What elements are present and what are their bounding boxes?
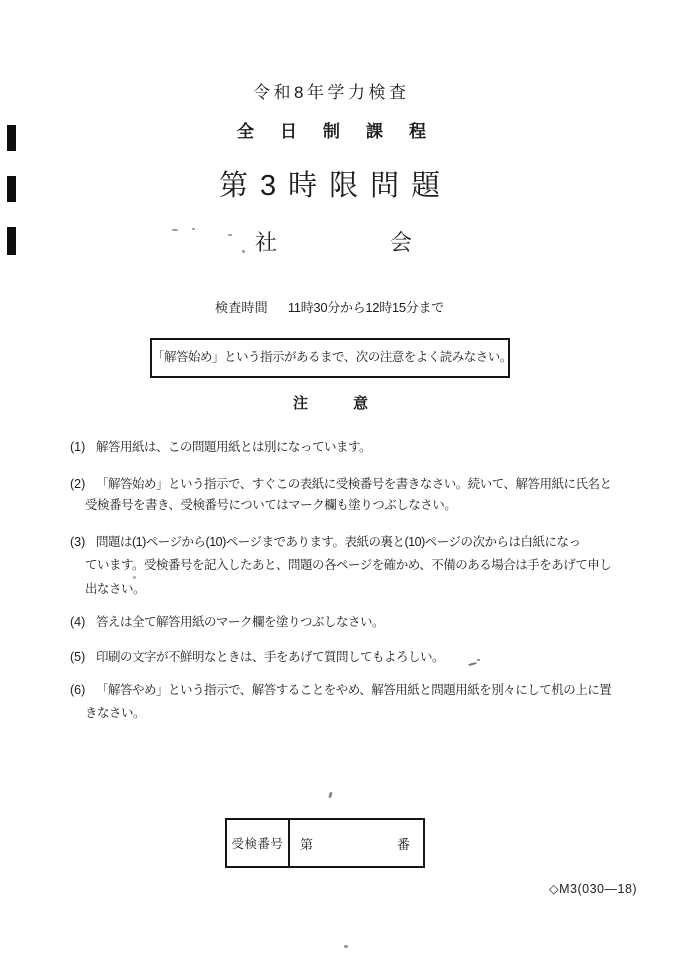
note-text: 解答用紙は、この問題用紙とは別になっています。 (96, 440, 372, 454)
examinee-number-prefix: 第 (300, 836, 314, 852)
note-text: 出なさい。 (85, 582, 146, 596)
scan-artifact (192, 228, 195, 230)
scan-artifact (477, 659, 480, 661)
scan-artifact (344, 945, 348, 948)
period-title: 第3時限問題 (219, 170, 453, 202)
exam-time-label: 検査時間 (215, 300, 268, 315)
exam-time-line (215, 301, 444, 314)
note-item-5 (70, 650, 444, 665)
form-code: ◇M3(030—18) (549, 882, 638, 896)
note-item-4 (70, 615, 384, 630)
note-item-6 (70, 683, 611, 698)
exam-year-title: 令和8年学力検査 (253, 83, 410, 102)
scan-artifact (328, 792, 333, 799)
note-item-6-continuation (85, 706, 145, 721)
binding-mark (7, 176, 16, 202)
examinee-number-suffix: 番 (396, 836, 410, 852)
note-text: ています。受検番号を記入したあと、問題の各ページを確かめ、不備のある場合は手をあげて申し (85, 558, 612, 572)
note-text: 答えは全て解答用紙のマーク欄を塗りつぶしなさい。 (96, 615, 385, 629)
note-number: (2) (70, 477, 86, 491)
examinee-number-field (290, 820, 423, 866)
note-number: (5) (70, 650, 86, 664)
scan-artifact (228, 234, 232, 236)
note-text: 受検番号を書き、受検番号についてはマーク欄も塗りつぶしなさい。 (85, 498, 457, 512)
exam-time-value: 11時30分から12時15分まで (287, 300, 444, 315)
scan-artifact (242, 250, 245, 253)
note-number: (4) (70, 615, 86, 629)
note-text: 「解答やめ」という指示で、解答することをやめ、解答用紙と問題用紙を別々にして机の上に置 (96, 683, 612, 697)
note-item-2 (70, 477, 612, 492)
note-number: (1) (70, 440, 86, 454)
examinee-number-box (225, 818, 425, 868)
instruction-box (150, 338, 510, 378)
notes-heading: 注意 (293, 395, 414, 412)
note-text: 問題は(1)ページから(10)ページまであります。表紙の裏と(10)ページの次からは白紙になっ (96, 535, 581, 549)
scan-artifact (172, 229, 178, 231)
note-item-1 (70, 440, 371, 455)
note-item-3-continuation (85, 582, 145, 597)
scan-artifact (468, 662, 477, 666)
note-text: 「解答始め」という指示で、すぐこの表紙に受検番号を書きなさい。続いて、解答用紙に氏名と (96, 477, 612, 491)
instruction-box-text: 「解答始め」という指示があるまで、次の注意をよく読みなさい。 (152, 350, 512, 364)
note-number: (3) (70, 535, 86, 549)
course-title: 全日制課程 (237, 122, 452, 141)
subject-title: 社会 (255, 230, 526, 255)
examinee-number-label: 受検番号 (227, 820, 290, 866)
binding-mark (7, 227, 16, 255)
note-number: (6) (70, 683, 86, 697)
note-item-3 (70, 535, 581, 550)
note-text: きなさい。 (85, 706, 146, 720)
note-item-3-continuation (85, 558, 611, 573)
binding-mark (7, 125, 16, 151)
note-item-2-continuation (85, 498, 456, 513)
scan-artifact (133, 576, 136, 579)
note-text: 印刷の文字が不鮮明なときは、手をあげて質問してもよろしい。 (96, 650, 445, 664)
